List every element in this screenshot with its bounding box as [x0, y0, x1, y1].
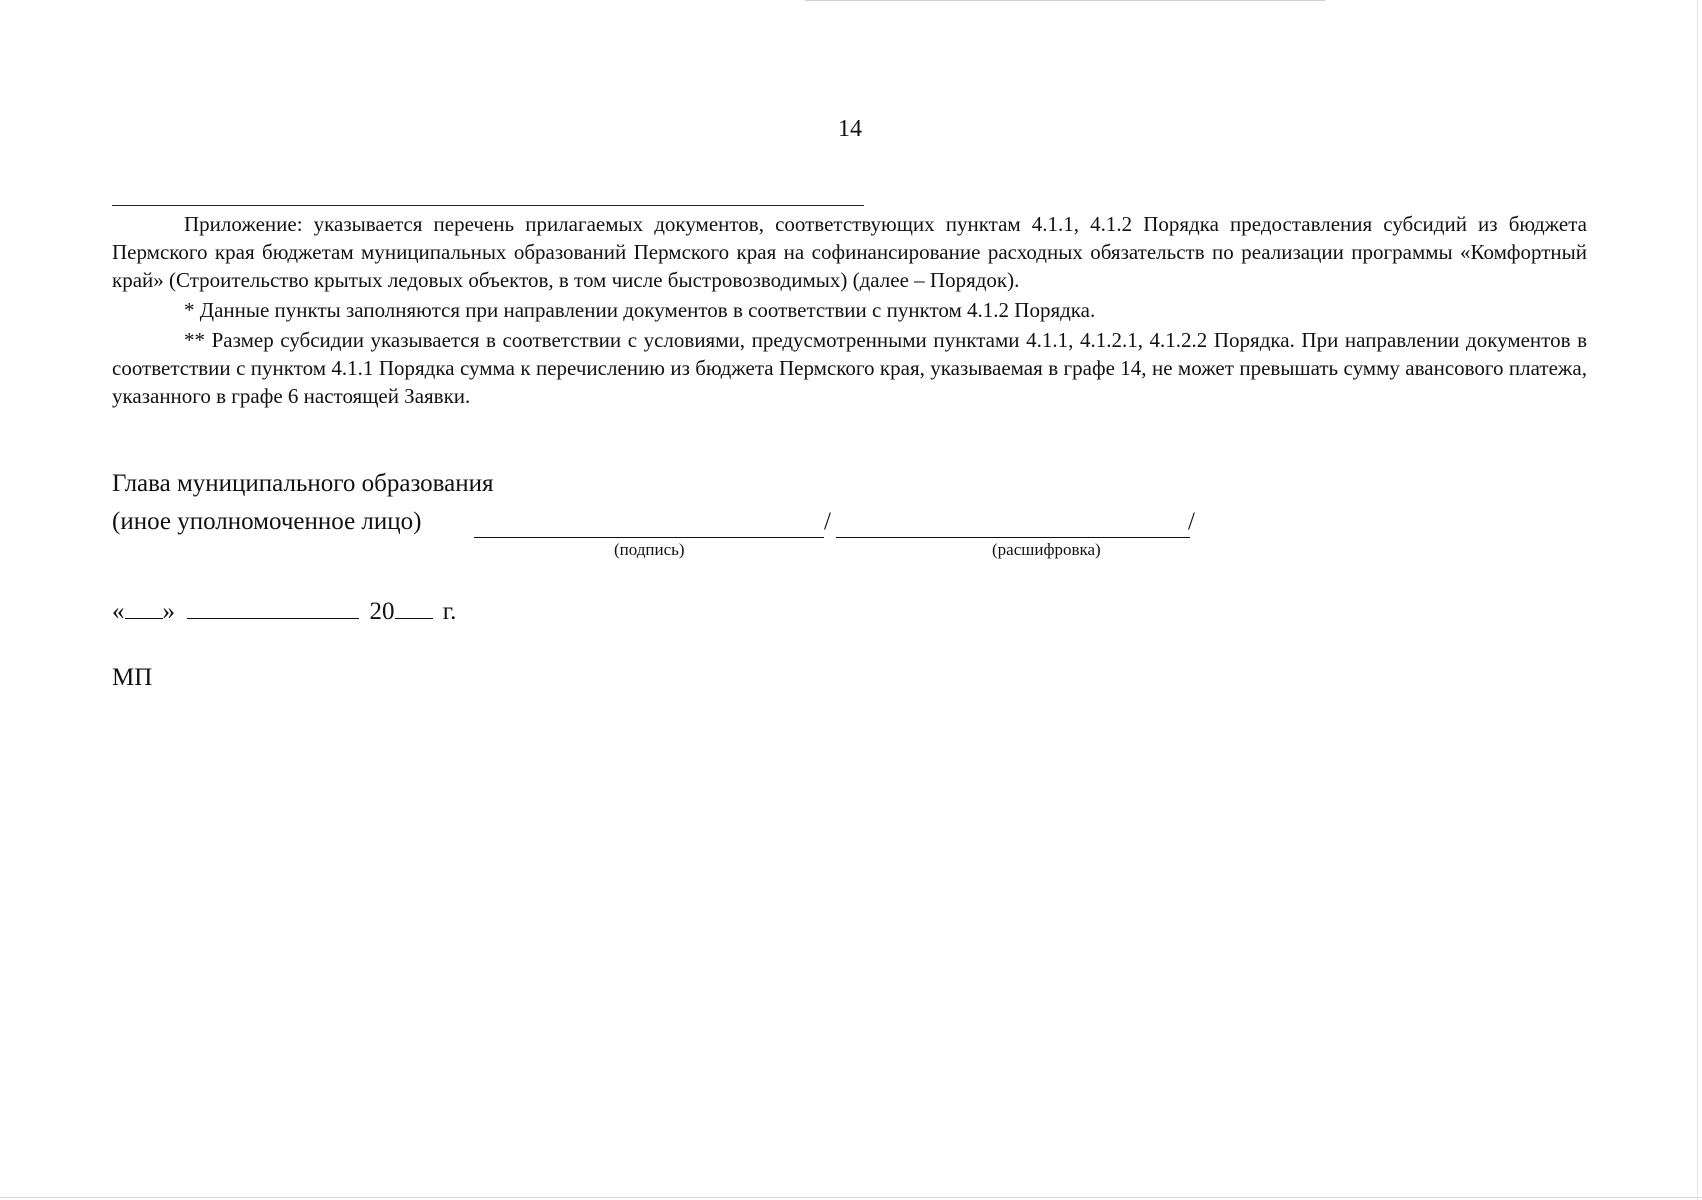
- double-asterisk-note: ** Размер субсидии указывается в соответствии с условиями, предусмотренными пунктами 4.1.1, 4.1.2.1, 4.1.2.2 Порядка. При направлении документов в соответствии с пунктом 4.1.1 Порядка сумма к перечислению из бюджета Пермского края, указываемая в графе 14, не может превышать сумму авансового платежа, указанного в графе 6 настоящей Заявки.: [112, 328, 1587, 408]
- scan-edge-top: [805, 0, 1325, 1]
- date-open-quote: «: [112, 598, 125, 625]
- signature-line: [474, 537, 824, 538]
- year-suffix: г.: [442, 598, 457, 625]
- date-close-quote: »: [162, 598, 175, 625]
- signatory-title: Глава муниципального образования: [112, 470, 494, 497]
- transcript-line: [836, 537, 1190, 538]
- scan-edge-right: [1697, 0, 1698, 1200]
- stamp-place: МП: [112, 664, 153, 691]
- appendix-note: Приложение: указывается перечень прилагаемых документов, соответствующих пунктам 4.1.1, 4.1.2 Порядка предоставления субсидий из бюджета Пермского края бюджетам муниципальных образований Пермского края на софинансирование расходных обязательств по реализации программы «Комфортный край» (Строительство крытых ледовых объектов, в том числе быстровозводимых) (далее – Порядок).: [112, 212, 1587, 292]
- footnotes: [112, 210, 1587, 410]
- signature-separator: /: [824, 508, 831, 535]
- transcript-caption: (расшифровка): [992, 540, 1101, 559]
- page-number: 14: [838, 116, 862, 142]
- date-line: [112, 596, 456, 626]
- year-prefix: 20: [369, 598, 395, 625]
- signature-caption: (подпись): [614, 540, 685, 559]
- day-blank: [125, 596, 163, 619]
- footnote-separator: [112, 205, 864, 206]
- transcript-end-separator: /: [1188, 508, 1195, 535]
- scan-edge-bottom: [0, 1197, 1702, 1198]
- year-blank: [395, 596, 433, 619]
- signatory-role: (иное уполномоченное лицо): [112, 508, 422, 535]
- month-blank: [187, 596, 359, 619]
- asterisk-note: * Данные пункты заполняются при направлении документов в соответствии с пунктом 4.1.2 Порядка.: [184, 298, 1096, 322]
